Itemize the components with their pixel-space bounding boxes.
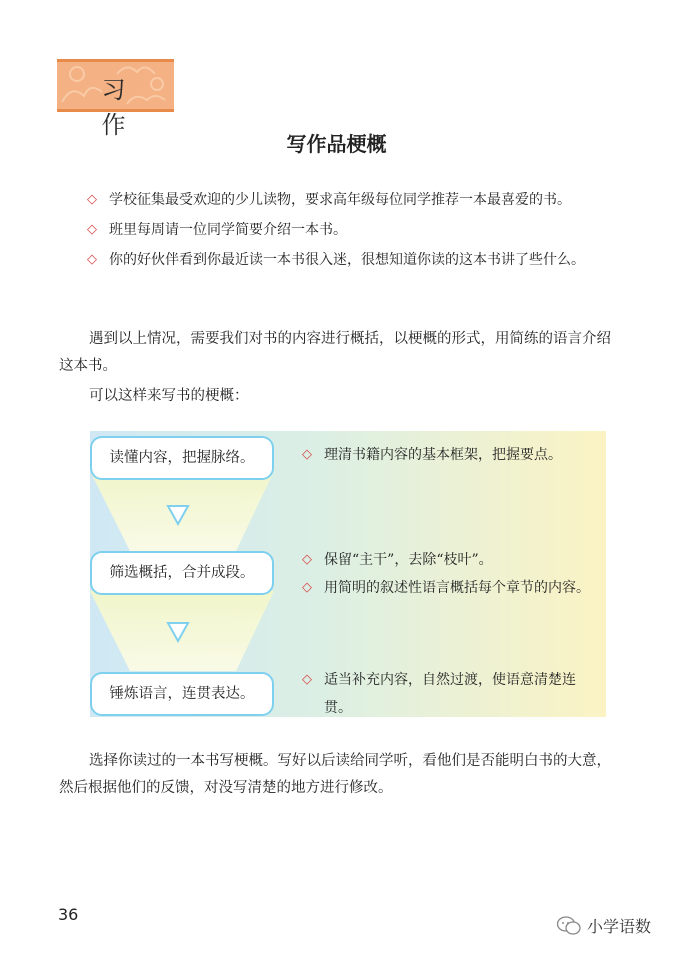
page-number: 36 xyxy=(58,905,79,924)
step-box-summarize: 筛选概括，合并成段。 xyxy=(90,551,274,595)
watermark xyxy=(557,914,651,937)
diamond-bullet-icon: ◇ xyxy=(302,672,312,687)
step-detail-text: 适当补充内容，自然过渡，使语意清楚连贯。 xyxy=(324,672,576,716)
scenario-text: 班里每周请一位同学简要介绍一本书。 xyxy=(109,222,347,238)
method-lead-paragraph: 可以这样来写书的梗概： xyxy=(89,388,249,404)
section-badge xyxy=(57,59,174,139)
diamond-bullet-icon: ◇ xyxy=(87,222,97,237)
step-detail-item xyxy=(302,574,602,602)
step-details xyxy=(302,441,602,469)
diamond-bullet-icon: ◇ xyxy=(302,447,312,462)
step-details xyxy=(302,666,602,722)
step-detail-item xyxy=(302,546,602,574)
scenario-text: 学校征集最受欢迎的少儿读物，要求高年级每位同学推荐一本最喜爱的书。 xyxy=(109,192,571,208)
diamond-bullet-icon: ◇ xyxy=(87,252,97,267)
scenario-list xyxy=(87,186,612,276)
diamond-bullet-icon: ◇ xyxy=(302,552,312,567)
diamond-bullet-icon: ◇ xyxy=(302,580,312,595)
diamond-bullet-icon: ◇ xyxy=(87,192,97,207)
scenario-item xyxy=(87,186,612,214)
assignment-paragraph: 选择你读过的一本书写梗概。写好以后读给同学听，看他们是否能明白书的大意，然后根据他们的反馈，对没写清楚的地方进行修改。 xyxy=(59,753,611,796)
step-box-refine: 锤炼语言，连贯表达。 xyxy=(90,672,274,716)
step-box-understand: 读懂内容，把握脉络。 xyxy=(90,436,274,480)
down-triangle-icon xyxy=(166,503,190,527)
intro-paragraph: 遇到以上情况，需要我们对书的内容进行概括，以梗概的形式，用简练的语言介绍这本书。 xyxy=(59,331,611,374)
step-detail-text: 理清书籍内容的基本框架，把握要点。 xyxy=(324,447,562,463)
step-detail-item xyxy=(302,441,602,469)
step-detail-text: 保留“主干”，去除“枝叶”。 xyxy=(324,552,493,568)
scenario-item xyxy=(87,246,612,274)
page-title: 写作品梗概 xyxy=(286,132,387,156)
watermark-text: 小学语数 xyxy=(587,917,652,936)
step-detail-text: 用简明的叙述性语言概括每个章节的内容。 xyxy=(324,580,590,596)
down-triangle-icon xyxy=(166,620,190,644)
step-detail-item xyxy=(302,666,602,722)
step-details xyxy=(302,546,602,602)
scenario-text: 你的好伙伴看到你最近读一本书很入迷，很想知道你读的这本书讲了些什么。 xyxy=(109,252,585,268)
scenario-item xyxy=(87,216,612,244)
section-badge-label: 习 作 xyxy=(101,76,148,139)
